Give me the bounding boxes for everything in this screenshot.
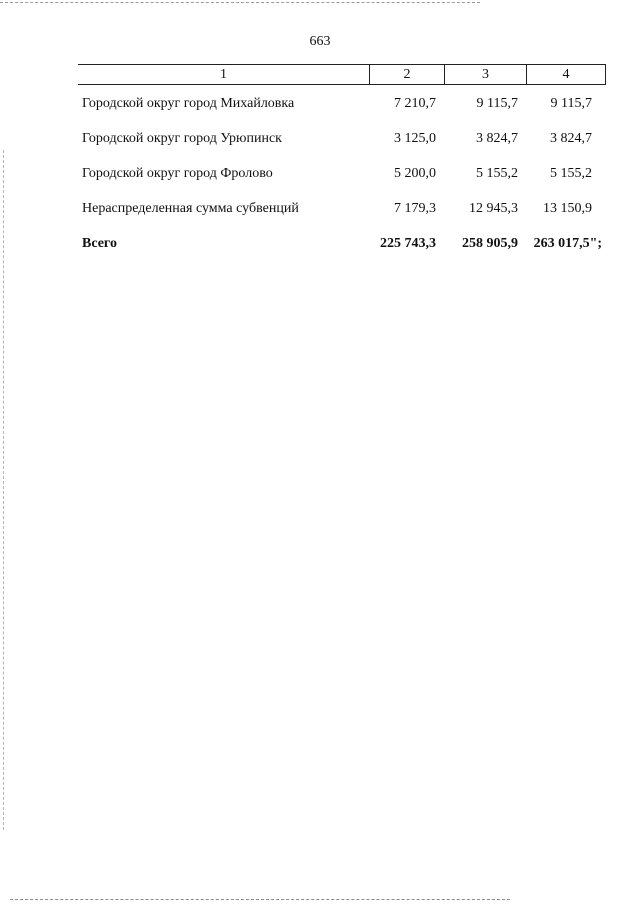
row-value-col3: 5 155,2: [476, 166, 518, 181]
column-header-4: 4: [526, 65, 606, 84]
column-header-3: 3: [444, 65, 526, 84]
row-value-col3: 12 945,3: [469, 201, 518, 216]
column-header-2: 2: [369, 65, 444, 84]
row-value-col4: 5 155,2: [550, 166, 592, 181]
row-value-col4: 3 824,7: [550, 131, 592, 146]
row-value-col2: 7 179,3: [394, 201, 436, 216]
total-value-col3: 258 905,9: [462, 236, 518, 251]
table-body: [78, 96, 606, 271]
table-row: [78, 166, 606, 201]
row-value-col3: 9 115,7: [476, 96, 518, 111]
row-name: Городской округ город Михайловка: [82, 96, 295, 111]
row-value-col4: 9 115,7: [550, 96, 592, 111]
total-value-col4: 263 017,5";: [533, 236, 602, 251]
scan-edge-left: [3, 150, 4, 830]
page-number: 663: [309, 34, 331, 49]
row-name: Городской округ город Урюпинск: [82, 131, 282, 146]
row-value-col4: 13 150,9: [543, 201, 592, 216]
scan-edge-top: [0, 2, 480, 3]
table-total-row: [78, 236, 606, 271]
row-value-col2: 5 200,0: [394, 166, 436, 181]
scan-edge-bottom: [10, 899, 510, 900]
table-row: [78, 131, 606, 166]
total-label: Всего: [82, 236, 117, 251]
row-name: Городской округ город Фролово: [82, 166, 273, 181]
table-header: [78, 64, 606, 85]
table-row: [78, 201, 606, 236]
row-value-col3: 3 824,7: [476, 131, 518, 146]
row-name: Нераспределенная сумма субвенций: [82, 201, 299, 216]
row-value-col2: 3 125,0: [394, 131, 436, 146]
column-header-1: 1: [220, 67, 227, 82]
table-row: [78, 96, 606, 131]
row-value-col2: 7 210,7: [394, 96, 436, 111]
total-value-col2: 225 743,3: [380, 236, 436, 251]
